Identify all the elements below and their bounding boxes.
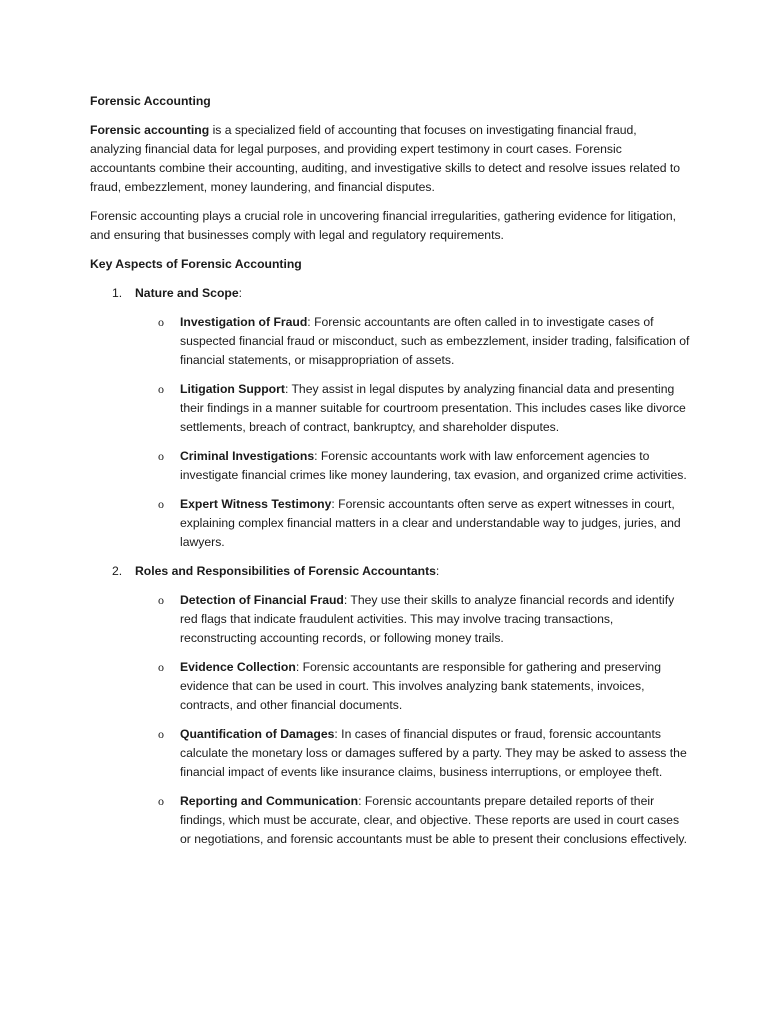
list-item (90, 591, 690, 648)
bullet-icon: o (158, 449, 164, 463)
item-term: Evidence Collection (180, 660, 296, 674)
section-title: Roles and Responsibilities of Forensic Accountants (135, 564, 436, 578)
list-item (90, 792, 690, 849)
item-text: : They use their skills to analyze financial records and identify red flags that indicate fraudulent activities. This may involve tracing transactions, reconstructing accounting records, or following money trails. (180, 593, 675, 645)
section-suffix: : (435, 564, 440, 578)
list-item (90, 313, 690, 370)
item-term: Detection of Financial Fraud (180, 593, 344, 607)
section (90, 284, 690, 552)
list-item (90, 725, 690, 782)
item-text: : Forensic accountants are responsible for gathering and preserving evidence that can be used in court. This involves analyzing bank statements, invoices, contracts, and other financial documents. (180, 660, 661, 712)
intro-lead: Forensic accounting (90, 123, 210, 137)
item-text: : Forensic accountants are often called in to investigate cases of suspected financial fraud or misconduct, such as embezzlement, insider trading, falsification of financial statements, or misappropriation of assets. (180, 315, 690, 367)
sub-list (90, 591, 690, 849)
item-term: Litigation Support (180, 382, 285, 396)
item-term: Investigation of Fraud (180, 315, 308, 329)
document-title: Forensic Accounting (90, 94, 211, 108)
section-number: 2. (112, 564, 123, 578)
item-term: Expert Witness Testimony (180, 497, 332, 511)
item-text: : Forensic accountants work with law enforcement agencies to investigate financial crimes like money laundering, tax evasion, and organized crime activities. (180, 449, 687, 482)
bullet-icon: o (158, 315, 164, 329)
bullet-icon: o (158, 660, 164, 674)
key-aspects-heading: Key Aspects of Forensic Accounting (90, 257, 302, 271)
role-paragraph: Forensic accounting plays a crucial role in uncovering financial irregularities, gathering evidence for litigation, and ensuring that businesses comply with legal and regulatory requirements. (90, 209, 676, 242)
item-text: : Forensic accountants often serve as expert witnesses in court, explaining complex financial matters in a clear and understandable way to judges, juries, and lawyers. (180, 497, 681, 549)
bullet-icon: o (158, 382, 164, 396)
intro-text: is a specialized field of accounting that focuses on investigating financial fraud, analyzing financial data for legal purposes, and providing expert testimony in court cases. Forensic accountants combine their accounting, auditing, and investigative skills to detect and resolve issues related to fraud, embezzlement, money laundering, and financial disputes. (90, 123, 681, 194)
section-title: Nature and Scope (135, 286, 239, 300)
bullet-icon: o (158, 497, 164, 511)
section (90, 562, 690, 849)
list-item (90, 447, 690, 485)
intro-paragraph (90, 121, 690, 197)
section-heading (90, 284, 690, 303)
section-number: 1. (112, 286, 123, 300)
bullet-icon: o (158, 593, 164, 607)
item-term: Reporting and Communication (180, 794, 359, 808)
sections-list (90, 284, 690, 849)
list-item (90, 658, 690, 715)
item-term: Criminal Investigations (180, 449, 315, 463)
bullet-icon: o (158, 794, 164, 808)
section-heading (90, 562, 690, 581)
item-text: : Forensic accountants prepare detailed reports of their findings, which must be accurate, clear, and objective. These reports are used in court cases or negotiations, and forensic accountants must be able to present their conclusions effectively. (180, 794, 687, 846)
section-suffix: : (238, 286, 243, 300)
list-item (90, 380, 690, 437)
item-text: : They assist in legal disputes by analyzing financial data and presenting their findings in a manner suitable for courtroom presentation. This includes cases like divorce settlements, breach of contract, bankruptcy, and shareholder disputes. (180, 382, 686, 434)
list-item (90, 495, 690, 552)
item-term: Quantification of Damages (180, 727, 335, 741)
sub-list (90, 313, 690, 552)
document-body (90, 92, 690, 859)
item-text: : In cases of financial disputes or fraud, forensic accountants calculate the monetary loss or damages suffered by a party. They may be asked to assess the financial impact of events like insurance claims, business interruptions, or employee theft. (180, 727, 687, 779)
bullet-icon: o (158, 727, 164, 741)
